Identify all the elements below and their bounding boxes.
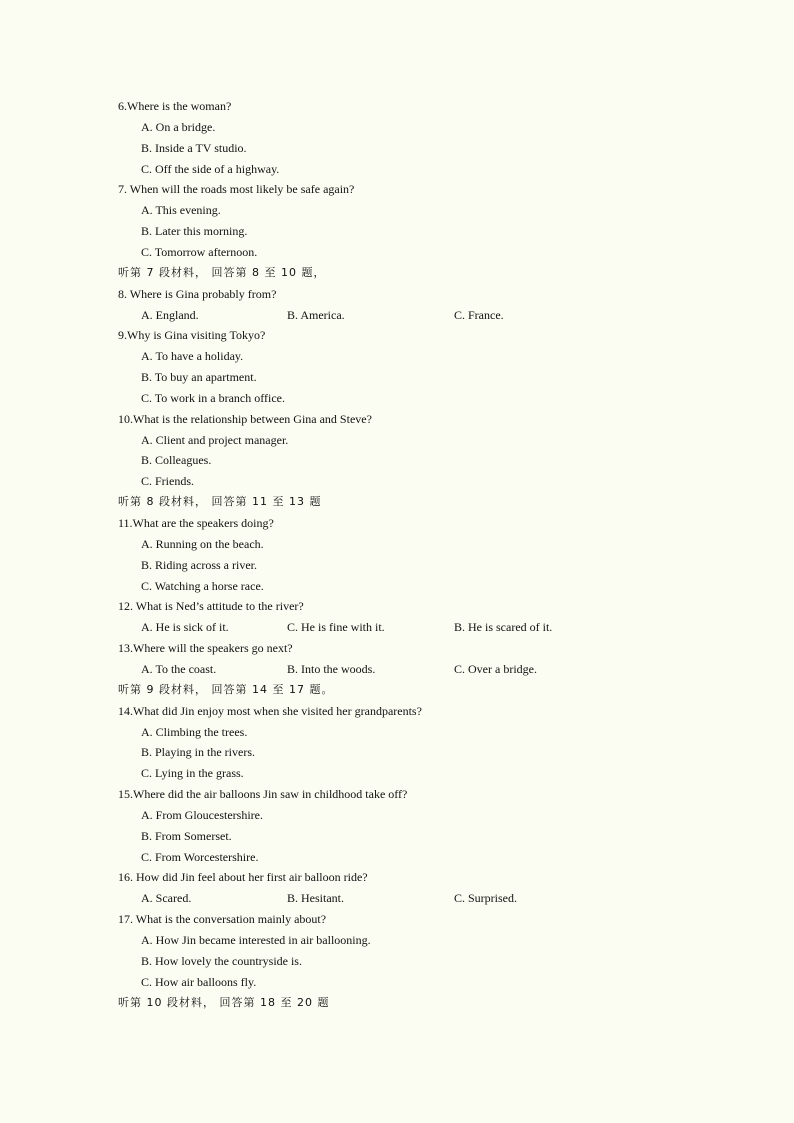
section-instruction: 听第 7 段材料， 回答第 8 至 10 题，: [118, 265, 326, 279]
question-text: 13.Where will the speakers go next?: [118, 641, 293, 656]
answer-option: B. How lovely the countryside is.: [141, 953, 302, 968]
answer-option: A. Scared.: [141, 891, 192, 906]
question-text: 17. What is the conversation mainly about?: [118, 912, 327, 927]
answer-option: B. Riding across a river.: [141, 557, 257, 572]
answer-option: C. From Worcestershire.: [141, 849, 259, 864]
answer-option: C. Lying in the grass.: [141, 766, 244, 781]
answer-option: B. Into the woods.: [287, 661, 376, 676]
answer-option: A. This evening.: [141, 203, 221, 218]
answer-option: C. Watching a horse race.: [141, 578, 264, 593]
answer-option: A. From Gloucestershire.: [141, 807, 263, 822]
answer-option: A. On a bridge.: [141, 119, 216, 134]
answer-option: B. Colleagues.: [141, 453, 212, 468]
answer-option: C. How air balloons fly.: [141, 974, 257, 989]
section-instruction: 听第 9 段材料， 回答第 14 至 17 题。: [118, 682, 334, 696]
answer-option: C. Tomorrow afternoon.: [141, 244, 258, 259]
answer-option: C. France.: [454, 307, 504, 322]
answer-option: A. England.: [141, 307, 199, 322]
section-instruction: 听第 10 段材料， 回答第 18 至 20 题: [118, 995, 330, 1009]
answer-option: B. America.: [287, 307, 345, 322]
answer-option: B. Hesitant.: [287, 891, 344, 906]
answer-option: B. Playing in the rivers.: [141, 745, 255, 760]
answer-option-row: [141, 888, 517, 909]
section-instruction: 听第 8 段材料， 回答第 11 至 13 题: [118, 495, 322, 509]
answer-option: A. Client and project manager.: [141, 432, 289, 447]
answer-option: A. Running on the beach.: [141, 536, 264, 551]
question-text: 6.Where is the woman?: [118, 99, 232, 113]
answer-option: C. Over a bridge.: [454, 661, 537, 676]
answer-option: C. Surprised.: [454, 891, 517, 906]
answer-option: B. Later this morning.: [141, 224, 248, 239]
answer-option-row: [141, 659, 537, 680]
answer-option: A. Climbing the trees.: [141, 724, 248, 739]
question-text: 16. How did Jin feel about her first air balloon ride?: [118, 870, 368, 885]
answer-option: B. From Somerset.: [141, 828, 232, 843]
question-text: 12. What is Ned’s attitude to the river?: [118, 599, 304, 614]
answer-option-row: [141, 617, 553, 638]
answer-option: A. How Jin became interested in air ballooning.: [141, 933, 371, 947]
question-text: 9.Why is Gina visiting Tokyo?: [118, 328, 266, 343]
answer-option: B. He is scared of it.: [454, 620, 553, 635]
answer-option: B. Inside a TV studio.: [141, 140, 247, 155]
answer-option: C. Friends.: [141, 474, 195, 489]
answer-option: A. To the coast.: [141, 661, 217, 676]
question-text: 11.What are the speakers doing?: [118, 516, 274, 530]
answer-option: C. He is fine with it.: [287, 620, 385, 635]
answer-option: A. To have a holiday.: [141, 349, 244, 364]
answer-option: A. He is sick of it.: [141, 620, 229, 635]
question-text: 15.Where did the air balloons Jin saw in childhood take off?: [118, 787, 408, 802]
question-text: 14.What did Jin enjoy most when she visited her grandparents?: [118, 703, 422, 718]
answer-option: C. Off the side of a highway.: [141, 161, 280, 176]
question-text: 8. Where is Gina probably from?: [118, 286, 277, 301]
answer-option: C. To work in a branch office.: [141, 390, 286, 405]
question-text: 7. When will the roads most likely be safe again?: [118, 182, 355, 197]
answer-option-row: [141, 305, 504, 326]
question-text: 10.What is the relationship between Gina and Steve?: [118, 411, 372, 426]
answer-option: B. To buy an apartment.: [141, 370, 257, 385]
